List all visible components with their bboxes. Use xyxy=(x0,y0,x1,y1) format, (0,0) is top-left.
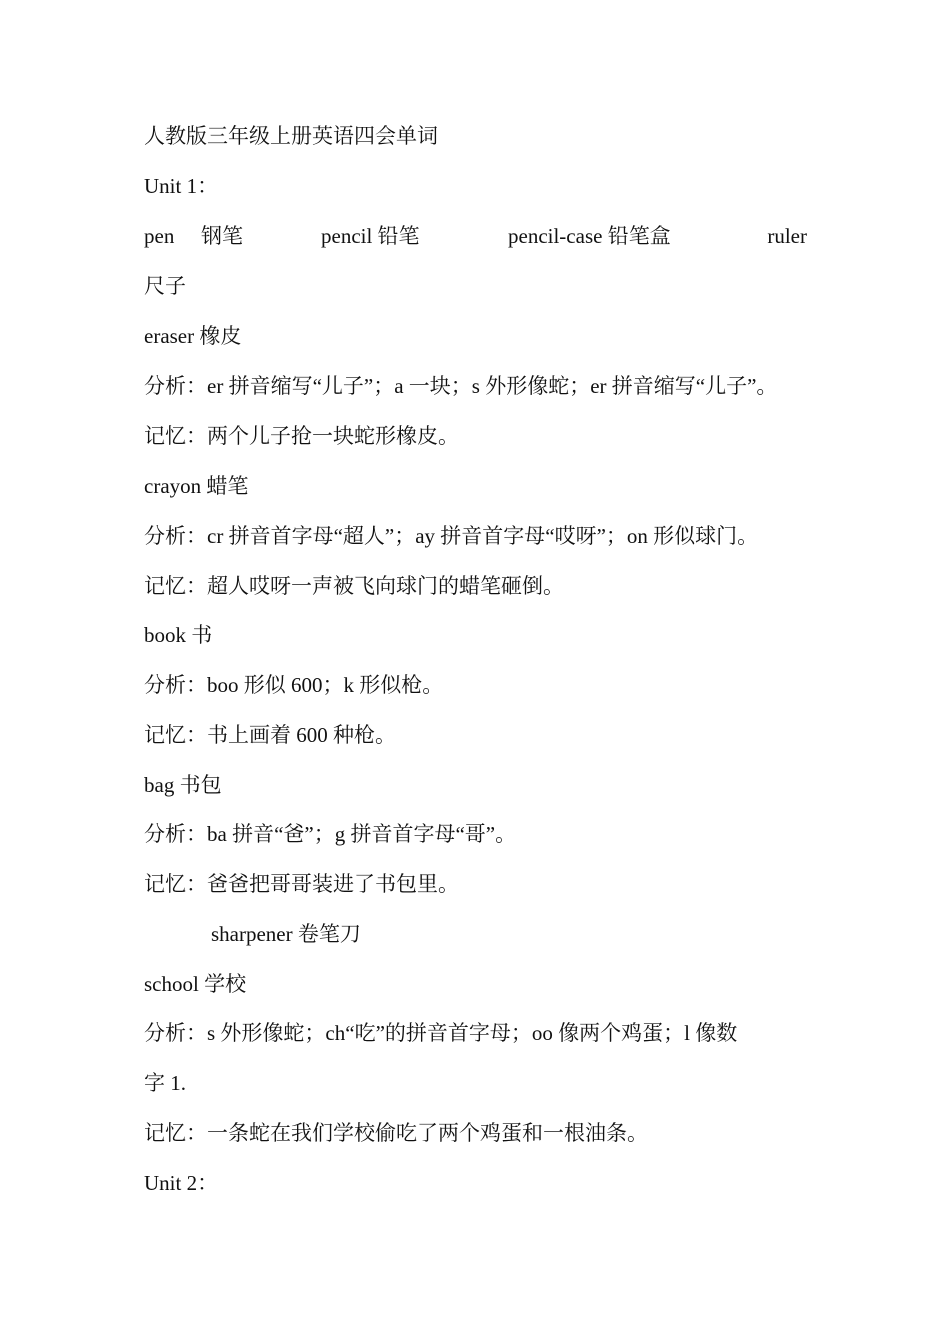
word-pencil: pencil 铅笔 xyxy=(321,224,420,248)
word-school: school 学校 xyxy=(144,972,247,996)
word-book: book 书 xyxy=(144,623,213,647)
word-pen: pen xyxy=(144,224,175,248)
bag-memory: 记忆：爸爸把哥哥装进了书包里。 xyxy=(144,872,459,896)
word-ruler: ruler xyxy=(767,224,807,248)
unit-1-heading: Unit 1： xyxy=(144,174,219,198)
eraser-memory: 记忆：两个儿子抢一块蛇形橡皮。 xyxy=(144,424,459,448)
school-analysis-continued: 字 1. xyxy=(144,1071,186,1095)
word-pen-meaning: 钢笔 xyxy=(201,224,243,248)
word-pencil-case: pencil-case 铅笔盒 xyxy=(508,224,671,248)
word-ruler-meaning: 尺子 xyxy=(144,274,186,298)
book-memory: 记忆：书上画着 600 种枪。 xyxy=(144,723,396,747)
bag-analysis: 分析：ba 拼音“爸”；g 拼音首字母“哥”。 xyxy=(144,822,517,846)
school-analysis: 分析：s 外形像蛇；ch“吃”的拼音首字母；oo 像两个鸡蛋；l 像数 xyxy=(144,1021,738,1045)
eraser-analysis: 分析：er 拼音缩写“儿子”；a 一块；s 外形像蛇；er 拼音缩写“儿子”。 xyxy=(144,374,778,398)
word-sharpener: sharpener 卷笔刀 xyxy=(211,922,361,946)
crayon-analysis: 分析：cr 拼音首字母“超人”；ay 拼音首字母“哎呀”；on 形似球门。 xyxy=(144,524,759,548)
word-eraser: eraser 橡皮 xyxy=(144,324,242,348)
crayon-memory: 记忆：超人哎呀一声被飞向球门的蜡笔砸倒。 xyxy=(144,574,564,598)
word-bag: bag 书包 xyxy=(144,773,222,797)
school-memory: 记忆：一条蛇在我们学校偷吃了两个鸡蛋和一根油条。 xyxy=(144,1121,648,1145)
book-analysis: 分析：boo 形似 600；k 形似枪。 xyxy=(144,673,444,697)
word-crayon: crayon 蜡笔 xyxy=(144,474,249,498)
unit-2-heading: Unit 2： xyxy=(144,1171,219,1195)
document-title: 人教版三年级上册英语四会单词 xyxy=(144,124,438,148)
